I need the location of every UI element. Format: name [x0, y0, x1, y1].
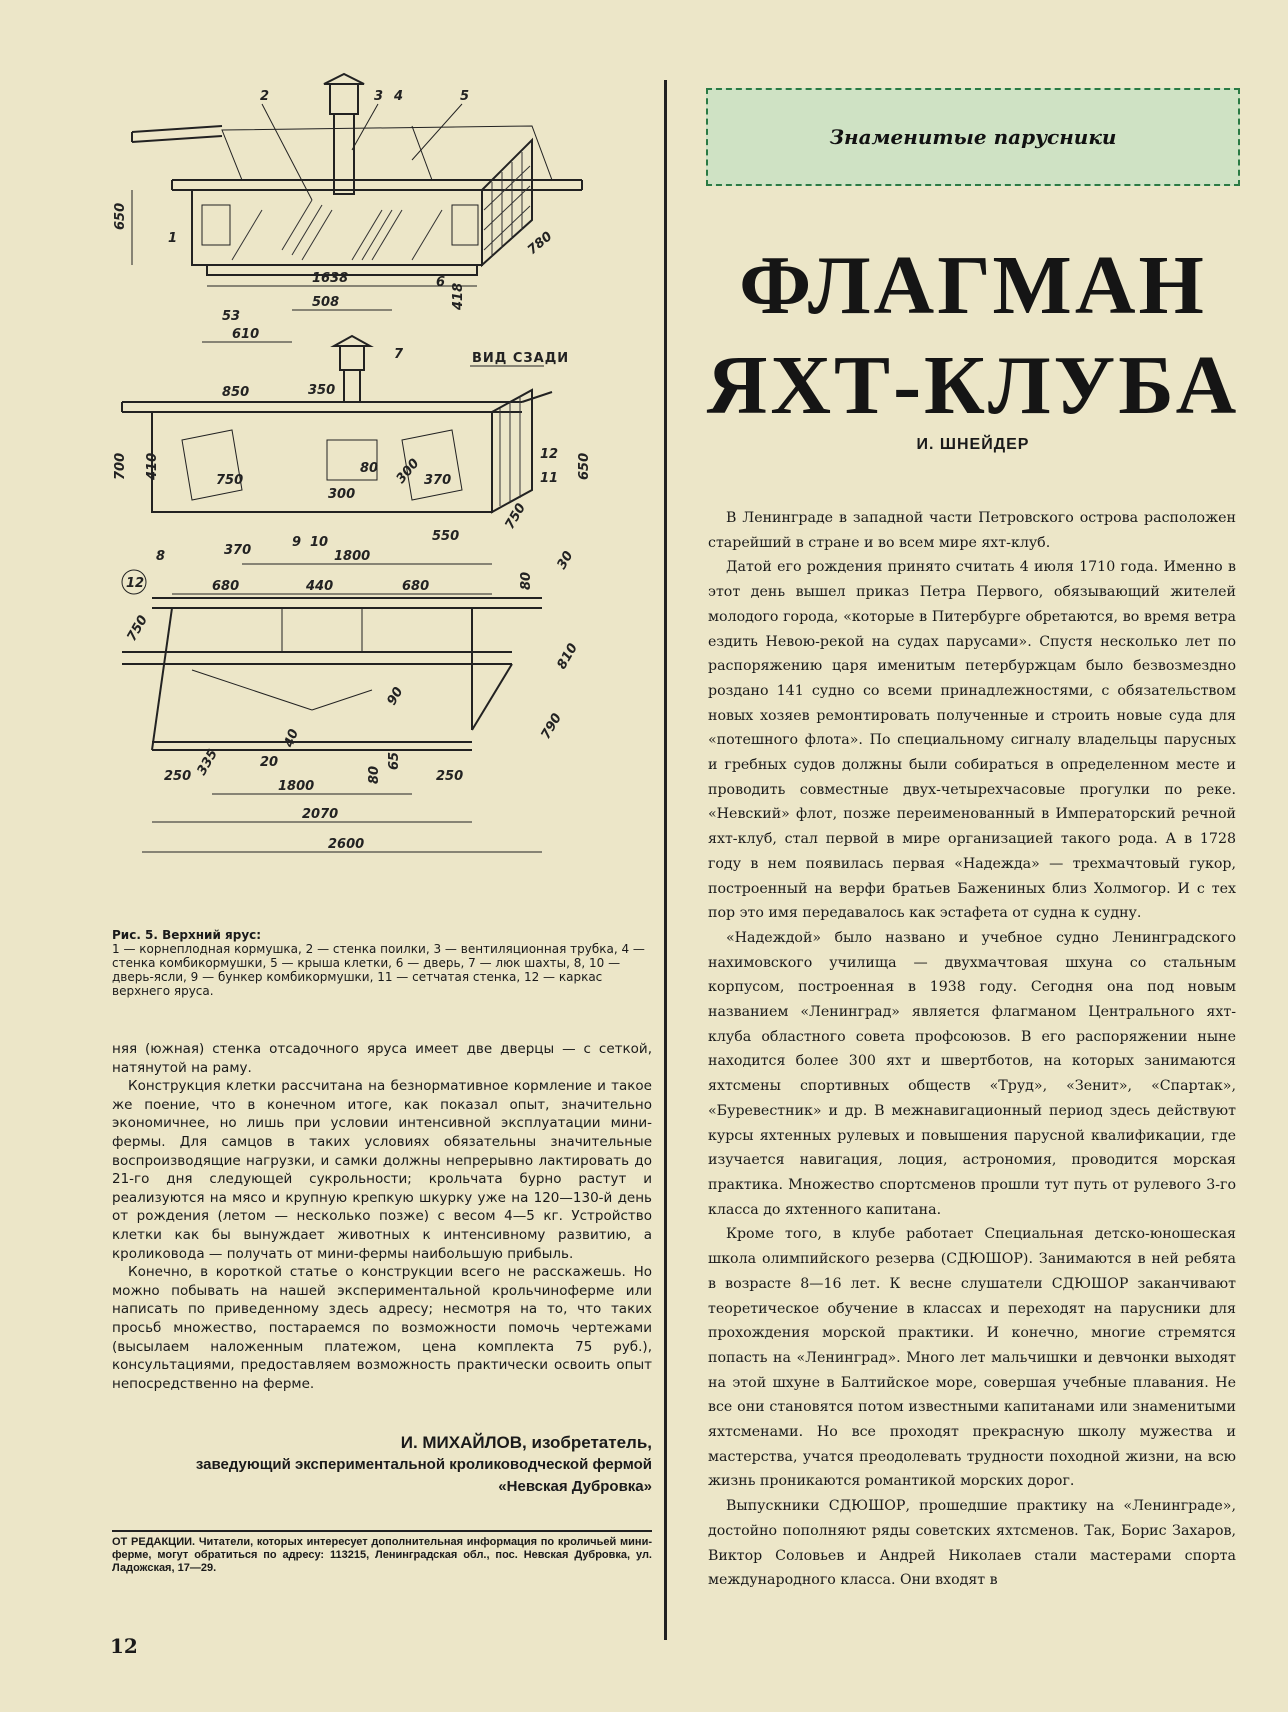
fig1-callout: 6 [436, 275, 446, 290]
right-article-body [708, 506, 1236, 1593]
fig3-dim: 1800 [278, 779, 315, 794]
fig1-dim: 53 [222, 309, 241, 324]
fig2-dim: 650 [577, 452, 592, 480]
fig2-dim: 750 [502, 500, 530, 532]
paragraph: «Надеждой» было названо и учебное судно Ленинградского нахимовского училища — двухмачтовая шхуна со стальным корпусом, построенная в 1938 году. Сегодня она под новым названием «Ленинград» является флагманом Центрального яхт-клуба областного совета профсоюзов. В его распоряжении ныне находится более 300 яхт и швертботов, на которых занимаются яхтсмены спортивных обществ «Труд», «Зенит», «Спартак», «Буревестник» и др. В межнавигационный период здесь действуют курсы яхтенных рулевых и повышения парусной квалификации, где изучается навигация, лоция, астрономия, проводится морская практика. Множество спортсменов прошли тут путь от рулевого 3-го класса до яхтенного капитана. [708, 929, 1236, 1218]
fig2-dim: 300 [393, 456, 423, 487]
fig1-callout: 2 [260, 89, 270, 104]
editor-note: ОТ РЕДАКЦИИ. Читатели, которых интересует дополнительная информация по кроличьей мини-ферме, могут обратиться по адресу: 113215, Ленинградская обл., пос. Невская Дубровка, ул. Ладожская, 17—29. [112, 1536, 652, 1574]
title-line: ФЛАГМАН [739, 239, 1207, 332]
fig1-dim: 610 [232, 327, 260, 342]
figure-drawings [112, 70, 652, 920]
fig3-dim: 80 [367, 765, 382, 784]
rubric-banner [706, 88, 1240, 186]
fig1-callout: 4 [394, 89, 404, 104]
fig2-callout: 12 [540, 447, 559, 462]
paragraph: Датой его рождения принято считать 4 июля 1710 года. Именно в этот день вышел приказ Петра Первого, обязывающий жителей молодого города, «которые в Питербурге обретаются, во время ветра ездить Невою-рекой на судах парусами». Спустя несколько лет по распоряжению царя именитым петербуржцам было безвозмездно роздано 141 судно со всеми принадлежностями, с обязательством новых хозяев ремонтировать полученные и строить новые суда для «потешного флота». По специальному сигналу владельцы парусных и гребных судов должны были собираться в определенном месте и проводить совместные двух-четырехчасовые прогулки по реке. «Невский» флот, позже переименованный в Императорский речной яхт-клуб, стал первой в мире организацией такого рода. А в 1728 году в нем появилась первая «Надежда» — трехмачтовый гукор, построенный на верфи братьев Бажениных близ Холмогор. И с тех пор это имя передавалось как эстафета от судна к судну. [708, 559, 1236, 922]
fig2-dim: 350 [308, 383, 336, 398]
fig1-dim: 418 [451, 282, 466, 310]
fig3-dim: 20 [260, 755, 279, 770]
article-author: И. ШНЕЙДЕР [916, 436, 1030, 453]
figure-caption [112, 928, 652, 998]
fig3-dim: 790 [538, 710, 566, 742]
paragraph: В Ленинграде в западной части Петровского острова расположен старейший в стране и во всем мире яхт-клуб. [708, 510, 1236, 551]
fig3-dim: 750 [124, 612, 152, 644]
rubric-label: Знаменитые парусники [829, 125, 1117, 149]
left-article-body [112, 1040, 652, 1393]
paragraph: Выпускники СДЮШОР, прошедшие практику на «Ленинграде», достойно пополняют ряды советских яхтсменов. Так, Борис Захаров, Виктор Соловьев и Андрей Николаев стали мастерами спорта международного класса. Они входят в [708, 1498, 1236, 1589]
signature [112, 1432, 652, 1498]
fig3-dim: 30 [554, 548, 577, 572]
paragraph: Конструкция клетки рассчитана на безнормативное кормление и такое же поение, что в конечном итоге, как показал опыт, значительно экономичнее, но лишь при условии интенсивной эксплуатации мини-фермы. Для самцов в таких условиях обязательны значительные воспроизводящие нагрузки, и самки должны непрерывно лактировать до 21-го дня следующей сукрольности; крольчата бурно растут и реализуются на мясо и крупную крепкую шкурку уже на 120—130-й день от рождения (летом — несколько позже) с весом 4—5 кг. Устройство клетки как бы вынуждает животных к интенсивному развитию, а кроликовода — получать от мини-фермы наибольшую прибыль. [112, 1078, 652, 1262]
page-number: 12 [110, 1634, 138, 1658]
fig1-dim: 780 [524, 229, 556, 259]
fig2-dim: 80 [360, 461, 379, 476]
paragraph: Конечно, в короткой статье о конструкции всего не расскажешь. Но можно побывать на нашей экспериментальной крольчиноферме или написать по приведенному здесь адресу; несмотря на то, что таких просьб множество, постараемся по возможности помочь чертежами (высылаем наложенным платежом, цена комплекта 75 руб.), консультациями, предоставляем возможность практически освоить опыт непосредственно на ферме. [112, 1264, 652, 1392]
paragraph: няя (южная) стенка отсадочного яруса имеет две дверцы — с сеткой, натянутой на раму. [112, 1041, 652, 1076]
paragraph: Кроме того, в клубе работает Специальная детско-юношеская школа олимпийского резерва (СДЮШОР). Занимаются в ней ребята в возрасте 8—16 лет. К весне слушатели СДЮШОР заканчивают теоретическое обучение в классах и переходят на парусники для прохождения морской практики. И конечно, многие стремятся попасть на «Ленинград». Много лет мальчишки и девчонки выходят на этой шхуне в Балтийское море, совершая учебные плавания. Не все они становятся потом известными капитанами или знаменитыми яхтсменами. Но все проходят прекрасную школу мужества и мастерства, учатся преодолевать трудности походной жизни, на всю жизнь проникаются романтикой морских дорог. [708, 1226, 1236, 1490]
signature-org: «Невская Дубровка» [498, 1478, 652, 1495]
fig2-callout: 9 [292, 535, 302, 550]
fig2-dim: 410 [145, 452, 160, 480]
fig3-dim: 335 [194, 746, 222, 778]
signature-position: заведующий экспериментальной кролиководческой фермой [195, 1456, 652, 1473]
fig3-dim: 90 [384, 684, 407, 708]
fig2-dim: 300 [328, 487, 356, 502]
fig1-dim: 1638 [312, 271, 349, 286]
signature-name: И. МИХАЙЛОВ, изобретатель, [400, 1433, 652, 1452]
view-label: ВИД СЗАДИ [472, 351, 570, 366]
fig2-callout: 11 [540, 471, 559, 486]
fig1-callout: 1 [168, 231, 178, 246]
divider [112, 1530, 652, 1532]
fig2-callout: 8 [156, 549, 166, 564]
fig1-dim: 650 [113, 202, 128, 230]
fig2-dim: 550 [432, 529, 460, 544]
fig3-dim: 2070 [302, 807, 339, 822]
fig3-dim: 680 [212, 579, 240, 594]
fig1-callout: 5 [460, 89, 470, 104]
fig3-dim: 40 [281, 727, 302, 750]
figure-svg [112, 70, 652, 920]
fig1-dim: 508 [312, 295, 340, 310]
fig3-dim: 250 [164, 769, 192, 784]
fig3-dim: 810 [554, 640, 582, 672]
fig3-dim: 440 [306, 579, 334, 594]
fig2-callout: 10 [310, 535, 329, 550]
fig3-dim: 2600 [328, 837, 365, 852]
fig3-marker: 12 [126, 576, 145, 591]
fig3-dim: 680 [402, 579, 430, 594]
fig3-dim: 80 [519, 571, 534, 590]
fig2-dim: 850 [222, 385, 250, 400]
fig2-dim: 750 [216, 473, 244, 488]
caption-text: 1 — корнеплодная кормушка, 2 — стенка поилки, 3 — вентиляционная трубка, 4 — стенка комбикормушки, 5 — крыша клетки, 6 — дверь, 7 — люк шахты, 8, 10 — дверь-ясли, 9 — бункер комбикормушки, 11 — сетчатая стенка, 12 — каркас верхнего яруса. [112, 942, 645, 998]
fig3-dim: 65 [387, 751, 402, 770]
fig2-dim: 370 [424, 473, 452, 488]
fig1-callout: 3 [374, 89, 384, 104]
column-divider [664, 80, 667, 1640]
fig3-dim: 250 [436, 769, 464, 784]
fig1-callout: 7 [394, 347, 404, 362]
article-title [700, 236, 1246, 436]
fig2-dim: 1800 [334, 549, 371, 564]
title-line: ЯХТ-КЛУБА [706, 339, 1240, 432]
caption-title: Рис. 5. Верхний ярус: [112, 928, 262, 942]
fig2-dim: 370 [224, 543, 252, 558]
fig2-dim: 700 [113, 452, 128, 480]
figure-3-frame [122, 549, 581, 852]
figure-2-rear-view [113, 336, 592, 564]
figure-1-cage-isometric [113, 74, 582, 362]
